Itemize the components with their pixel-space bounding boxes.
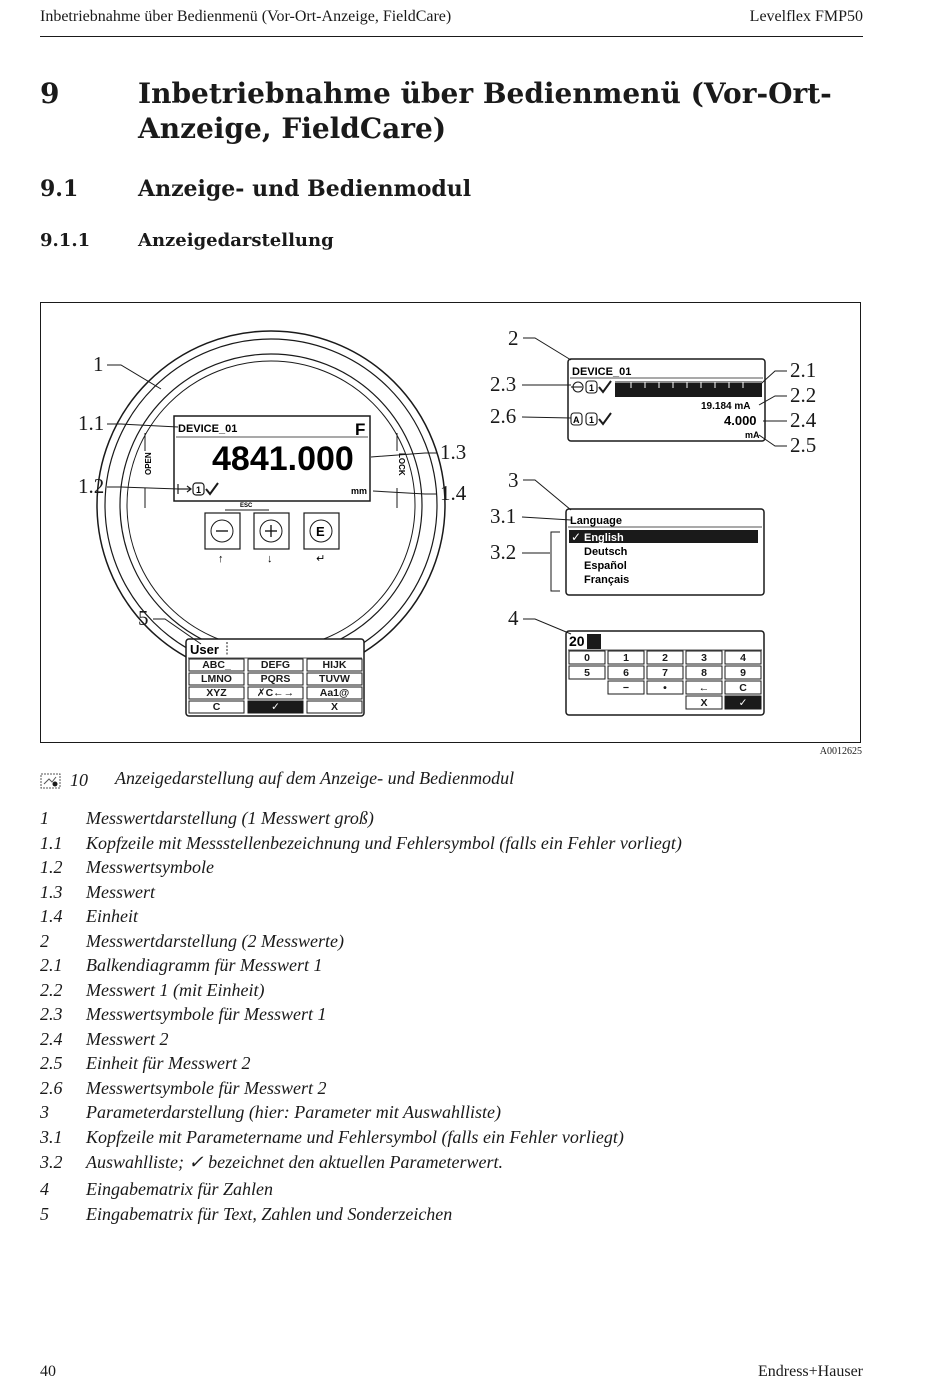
svg-text:1: 1 [196,485,202,495]
num-key-label: 6 [623,667,629,679]
legend-text: Eingabematrix für Zahlen [86,1179,273,1199]
legend-row [40,1053,860,1077]
num-key-cancel-label: X [700,697,708,709]
num-key[interactable] [686,651,722,664]
legend-key: 1.2 [40,857,63,877]
legend-key: 2.1 [40,955,63,975]
legend-text: Messwertsymbole für Messwert 2 [86,1078,327,1098]
lcd3-option-deutsch[interactable]: Deutsch [584,546,628,558]
callout-3-1: 3.1 [490,504,517,528]
display-2 [568,359,765,441]
num-key-label: 2 [662,652,668,664]
text-key-label: XYZ [206,687,227,699]
num-key[interactable] [647,681,683,694]
lcd2-device-name: DEVICE_01 [572,366,632,378]
text-key-label: DEFG [260,659,291,671]
housing-inner-ring [127,361,415,649]
text-key-label: PQRS [260,673,291,685]
num-key-label: 8 [701,667,707,679]
num-key-label: 1 [623,652,629,664]
display-3-callouts [490,468,571,591]
legend-key: 2.6 [40,1078,63,1098]
callout-2: 2 [508,326,519,350]
callout-2-5: 2.5 [790,433,817,457]
running-header-title: Inbetriebnahme über Bedienmenü (Vor-Ort-Anzeige, FieldCare) [40,8,452,25]
legend-row [40,931,860,955]
num-key[interactable] [608,651,644,664]
num-key-label: C [739,682,747,694]
legend-row [40,1204,860,1228]
legend-key: 1.3 [40,882,63,902]
callout-4: 4 [508,606,519,630]
callout-2-6: 2.6 [490,404,517,428]
text-key-ok[interactable] [248,701,303,713]
legend-row [40,955,860,979]
num-key-label: 5 [584,667,590,679]
lcd4-input[interactable]: 20 [569,633,585,649]
legend-row [40,808,860,832]
chapter-number: 9 [40,77,60,110]
svg-text:1: 1 [589,383,595,393]
legend-row [40,1102,860,1126]
legend-text: Kopfzeile mit Parametername und Fehlersymbol (falls ein Fehler vorliegt) [86,1127,624,1147]
subsection-number: 9.1.1 [40,230,91,251]
num-key-label: 0 [584,652,590,664]
num-key[interactable] [725,681,761,694]
page-number: 40 [40,1363,56,1380]
lcd2-value-1: 19.184 mA [701,401,751,412]
text-key-clear-label: C [212,701,221,713]
legend-row [40,882,860,906]
lcd1-device-name: DEVICE_01 [178,423,238,435]
display-4 [566,631,764,715]
footer-brand: Endress+Hauser [758,1363,863,1380]
text-key[interactable] [307,687,362,699]
text-key[interactable] [189,659,244,671]
text-key-cancel-label: X [330,701,339,713]
subsection-title: Anzeigedarstellung [138,230,334,251]
num-key[interactable] [608,681,644,694]
callout-1-2: 1.2 [78,474,105,498]
figure-frame [40,302,861,743]
ring-lock-label: LOCK [397,453,406,476]
legend-key: 3 [40,1102,49,1122]
legend-text: Parameterdarstellung (hier: Parameter mit Auswahlliste) [86,1102,501,1122]
legend-text: Messwertdarstellung (2 Messwerte) [86,931,344,951]
num-key-label: 3 [701,652,707,664]
legend-key: 1.1 [40,833,63,853]
esc-label: ESC [240,503,253,509]
legend-row [40,906,860,930]
num-key-ok[interactable] [725,696,761,709]
text-key-cancel[interactable] [307,701,362,713]
text-key[interactable] [307,673,362,685]
text-key-label: HIJK [322,659,347,671]
lcd1-unit: mm [351,486,368,496]
figure-caption-text: Anzeigedarstellung auf dem Anzeige- und Bedienmodul [115,768,515,788]
legend-row [40,1179,860,1203]
header-rule [40,36,863,37]
enter-arrow-icon: ↵ [316,553,326,565]
legend-key: 2.3 [40,1004,63,1024]
legend-row [40,1078,860,1102]
display-1 [97,331,445,679]
button-enter-label: E [316,524,325,539]
legend-row [40,833,860,857]
callout-1-4: 1.4 [440,481,467,505]
lcd5-input[interactable]: User [190,642,219,657]
num-key-ok-label: ✓ [738,697,748,709]
chapter-title-line2: Anzeige, FieldCare) [138,112,447,145]
num-key-label: 4 [740,652,746,664]
display-4-callouts [508,606,571,634]
ring-open-label: OPEN [144,452,153,475]
svg-text:A: A [573,415,580,425]
legend-key: 1 [40,808,49,828]
num-key[interactable] [686,666,722,679]
legend-row [40,1127,860,1151]
num-key[interactable] [647,666,683,679]
callout-2-1: 2.1 [790,358,817,382]
lcd3-option-english: English [584,532,624,544]
housing-outer-ring [97,331,445,679]
section-title: Anzeige- und Bedienmodul [138,176,472,202]
num-key[interactable] [608,666,644,679]
text-key-label: Aa1@ [319,687,350,699]
lcd4-cursor [587,634,601,649]
display-illustration [41,303,860,742]
svg-text:1: 1 [589,415,595,425]
legend-text: Messwert 2 [86,1029,169,1049]
lcd1-measured-value: 4841.000 [212,440,354,478]
legend-key: 4 [40,1179,49,1199]
figure-icon [40,773,62,789]
num-key[interactable] [725,666,761,679]
text-key-label: TUVW [319,673,350,685]
text-key[interactable] [189,687,244,699]
text-key[interactable] [307,659,362,671]
num-key[interactable] [647,651,683,664]
chapter-title-line1: Inbetriebnahme über Bedienmenü (Vor-Ort- [138,77,832,110]
legend-row [40,980,860,1004]
lcd3-check-icon: ✓ [571,530,582,544]
legend-row [40,1152,860,1176]
legend-text: Auswahlliste; ✓ bezeichnet den aktuellen Parameterwert. [86,1152,503,1172]
num-key-label: − [622,682,630,694]
legend-row [40,1004,860,1028]
legend-text: Balkendiagramm für Messwert 1 [86,955,323,975]
text-key-ok-label: ✓ [271,701,280,713]
housing-ring-2 [105,339,437,671]
legend-key: 2.2 [40,980,63,1000]
arrow-up-icon: ↑ [218,553,224,565]
num-key-label: ← [698,682,710,694]
lcd3-header: Language [570,515,622,527]
legend-key: 3.2 [40,1152,63,1172]
text-key-label: ✗C←→ [256,687,295,699]
callout-2-4: 2.4 [790,408,817,432]
legend-text: Messwertsymbole [86,857,214,877]
legend-key: 1.4 [40,906,63,926]
num-key[interactable] [569,651,605,664]
legend-text: Messwertsymbole für Messwert 1 [86,1004,327,1024]
legend-text: Einheit [86,906,138,926]
num-key-cancel[interactable] [686,696,722,709]
callout-2-2: 2.2 [790,383,817,407]
callout-3: 3 [508,468,519,492]
legend-text: Eingabematrix für Text, Zahlen und Sonderzeichen [86,1204,453,1224]
display-5 [186,639,364,716]
legend-text: Messwert 1 (mit Einheit) [86,980,265,1000]
text-key[interactable] [248,673,303,685]
lcd2-bar-graph [615,381,762,397]
legend-key: 2.5 [40,1053,63,1073]
legend-text: Kopfzeile mit Messstellenbezeichnung und Fehlersymbol (falls ein Fehler vorliegt) [86,833,682,853]
callout-5: 5 [138,606,149,630]
text-key-label: LMNO [201,673,232,685]
legend-text: Messwert [86,882,155,902]
text-key[interactable] [248,687,303,699]
housing-ring-3 [120,354,422,656]
legend-text: Messwertdarstellung (1 Messwert groß) [86,808,374,828]
lcd2-value-2: 4.000 [724,413,757,428]
legend-key: 3.1 [40,1127,63,1147]
legend-text: Einheit für Messwert 2 [86,1053,251,1073]
lcd2-unit-2: mA [745,430,760,440]
running-header-product: Levelflex FMP50 [749,8,863,25]
display-3 [566,509,764,595]
text-key[interactable] [189,673,244,685]
lcd1-error-symbol: F [355,420,366,439]
text-key-label: ABC_ [202,659,231,671]
num-key[interactable] [686,681,722,694]
callout-1-1: 1.1 [78,411,105,435]
num-key-label: • [663,682,667,694]
legend-key: 2.4 [40,1029,63,1049]
lcd3-option-francais[interactable]: Français [584,574,630,586]
num-key-label: 9 [740,667,746,679]
callout-1: 1 [93,352,104,376]
section-number: 9.1 [40,176,79,202]
text-key-clear[interactable] [189,701,244,713]
legend-row [40,857,860,881]
num-key[interactable] [725,651,761,664]
legend-key: 2 [40,931,49,951]
callout-1-3: 1.3 [440,440,467,464]
callout-3-2: 3.2 [490,540,517,564]
figure-id: A0012625 [819,746,862,757]
num-key-label: 7 [662,667,668,679]
figure-caption-number: 10 [70,770,88,790]
legend-row [40,1029,860,1053]
legend-key: 5 [40,1204,49,1224]
text-key[interactable] [248,659,303,671]
num-key[interactable] [569,666,605,679]
callout-2-3: 2.3 [490,372,517,396]
lcd3-option-espanol[interactable]: Español [584,560,627,572]
keypad-1 [205,503,339,565]
arrow-down-icon: ↓ [267,553,273,565]
